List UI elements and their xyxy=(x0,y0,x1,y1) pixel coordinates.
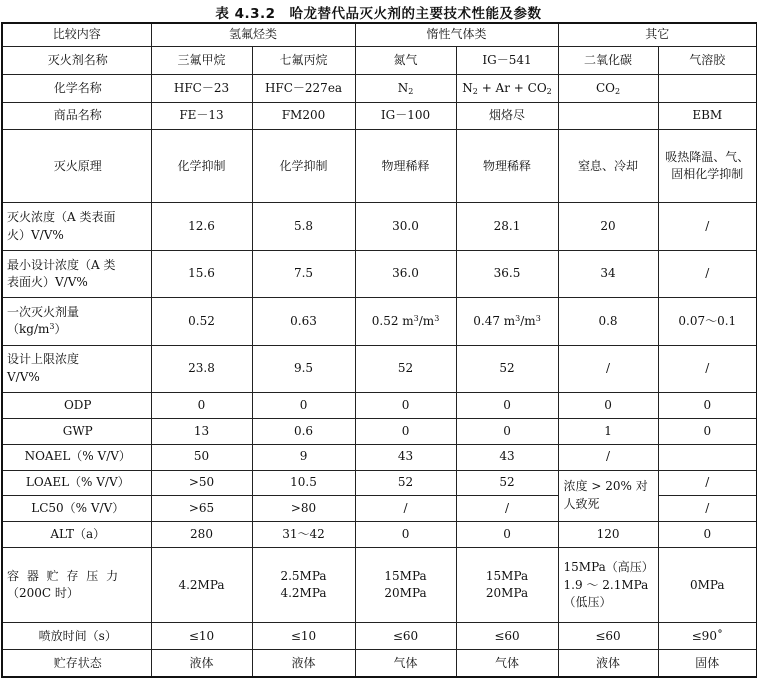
row-label: 设计上限浓度 V/V% xyxy=(2,345,151,392)
row-label: 最小设计浓度（A 类 表面火）V/V% xyxy=(2,250,151,297)
cell: 0 xyxy=(355,393,456,419)
row-label: 贮存状态 xyxy=(2,650,151,677)
cell: 0 xyxy=(658,522,757,548)
cell: HFC－23 xyxy=(151,75,252,103)
cell: $N_2 + Ar + CO_2$ xyxy=(456,75,558,103)
cell: 0 xyxy=(252,393,355,419)
cell xyxy=(658,444,757,470)
cell: 0.8 xyxy=(558,298,658,345)
cell: 0 xyxy=(456,522,558,548)
cell: 2.5MPa 4.2MPa xyxy=(252,548,355,623)
row-label: ALT（a） xyxy=(2,522,151,548)
cell: 0.52 $m^3/m^3$ xyxy=(355,298,456,345)
table-row-chemical-name xyxy=(2,75,757,103)
cell: FE－13 xyxy=(151,103,252,130)
cell: 固体 xyxy=(658,650,757,677)
cell: 0 xyxy=(558,393,658,419)
header-group-inert: 惰性气体类 xyxy=(355,23,558,47)
cell: 52 xyxy=(456,470,558,496)
cell: ≤60 xyxy=(558,623,658,650)
cell: 15.6 xyxy=(151,250,252,297)
row-label: 灭火浓度（A 类表面 火）V/V% xyxy=(2,203,151,250)
cell: 10.5 xyxy=(252,470,355,496)
table-row-principle xyxy=(2,130,757,203)
cell: 0 xyxy=(151,393,252,419)
cell: 28.1 xyxy=(456,203,558,250)
cell: >50 xyxy=(151,470,252,496)
cell: 9.5 xyxy=(252,345,355,392)
cell: EBM xyxy=(658,103,757,130)
row-label: 商品名称 xyxy=(2,103,151,130)
co2-toxicity-cell: 浓度 > 20% 对 人致死 xyxy=(558,470,658,522)
cell: 0.47 $m^3/m^3$ xyxy=(456,298,558,345)
cell: 5.8 xyxy=(252,203,355,250)
cell: 23.8 xyxy=(151,345,252,392)
cell: 0 xyxy=(456,393,558,419)
cell: 0.63 xyxy=(252,298,355,345)
header-group-other: 其它 xyxy=(558,23,757,47)
cell: 烟烙尽 xyxy=(456,103,558,130)
cell: ≤60 xyxy=(355,623,456,650)
row-label: 容 器 贮 存 压 力 （200C 时） xyxy=(2,548,151,623)
table-row-trade-name xyxy=(2,103,757,130)
table-row-upper-limit xyxy=(2,345,757,392)
cell: / xyxy=(658,496,757,522)
cell: 液体 xyxy=(558,650,658,677)
cell: 280 xyxy=(151,522,252,548)
cell: 吸热降温、气、 固相化学抑制 xyxy=(658,130,757,203)
row-label: 化学名称 xyxy=(2,75,151,103)
table-row-spray-time xyxy=(2,623,757,650)
cell: / xyxy=(456,496,558,522)
row-label: LOAEL（% V/V） xyxy=(2,470,151,496)
cell: / xyxy=(355,496,456,522)
cell: 15MPa 20MPa xyxy=(456,548,558,623)
row-label: 灭火剂名称 xyxy=(2,47,151,75)
cell: 4.2MPa xyxy=(151,548,252,623)
cell: 15MPa（高压） 1.9 ～ 2.1MPa （低压） xyxy=(558,548,658,623)
cell: HFC－227ea xyxy=(252,75,355,103)
cell: >80 xyxy=(252,496,355,522)
table-row-dose xyxy=(2,298,757,345)
row-label: NOAEL（% V/V） xyxy=(2,444,151,470)
cell: 0.52 xyxy=(151,298,252,345)
header-group-hfc: 氢氟烃类 xyxy=(151,23,355,47)
cell: 0MPa xyxy=(658,548,757,623)
cell: $CO_2$ xyxy=(558,75,658,103)
cell: 12.6 xyxy=(151,203,252,250)
cell: / xyxy=(658,470,757,496)
cell: 三氟甲烷 xyxy=(151,47,252,75)
comparison-table xyxy=(1,22,757,678)
table-row-loael xyxy=(2,470,757,496)
cell: IG－541 xyxy=(456,47,558,75)
cell: 0 xyxy=(658,393,757,419)
cell: / xyxy=(658,203,757,250)
cell xyxy=(558,103,658,130)
cell: 120 xyxy=(558,522,658,548)
cell: 52 xyxy=(456,345,558,392)
cell: / xyxy=(658,345,757,392)
cell: ≤10 xyxy=(252,623,355,650)
cell: 52 xyxy=(355,345,456,392)
row-label: GWP xyxy=(2,418,151,444)
cell: 9 xyxy=(252,444,355,470)
cell: >65 xyxy=(151,496,252,522)
cell: / xyxy=(658,250,757,297)
table-row-alt xyxy=(2,522,757,548)
cell: 36.0 xyxy=(355,250,456,297)
row-label: 灭火原理 xyxy=(2,130,151,203)
cell: 31～42 xyxy=(252,522,355,548)
cell: 0 xyxy=(658,418,757,444)
cell: 15MPa 20MPa xyxy=(355,548,456,623)
cell: 50 xyxy=(151,444,252,470)
row-label: 喷放时间（s） xyxy=(2,623,151,650)
header-row xyxy=(2,23,757,47)
table-title: 表 4.3.2 哈龙替代品灭火剂的主要技术性能及参数 xyxy=(215,6,542,22)
table-row-storage-pressure xyxy=(2,548,757,623)
cell: 化学抑制 xyxy=(151,130,252,203)
table-row-noael xyxy=(2,444,757,470)
cell: 13 xyxy=(151,418,252,444)
table-row-odp xyxy=(2,393,757,419)
cell: IG－100 xyxy=(355,103,456,130)
cell: 化学抑制 xyxy=(252,130,355,203)
cell: 0 xyxy=(456,418,558,444)
cell: 34 xyxy=(558,250,658,297)
cell: 物理稀释 xyxy=(355,130,456,203)
table-row-gwp xyxy=(2,418,757,444)
cell: / xyxy=(558,345,658,392)
cell: 43 xyxy=(456,444,558,470)
header-compare: 比较内容 xyxy=(2,23,151,47)
cell: FM200 xyxy=(252,103,355,130)
cell: $N_2$ xyxy=(355,75,456,103)
table-row-storage-state xyxy=(2,650,757,677)
cell: 液体 xyxy=(252,650,355,677)
table-row-extinguishing-concentration xyxy=(2,203,757,250)
row-label: ODP xyxy=(2,393,151,419)
cell: 36.5 xyxy=(456,250,558,297)
cell: 气体 xyxy=(456,650,558,677)
cell: ≤90˚ xyxy=(658,623,757,650)
cell: ≤60 xyxy=(456,623,558,650)
cell: 气溶胶 xyxy=(658,47,757,75)
cell: 二氧化碳 xyxy=(558,47,658,75)
table-row-agent-name xyxy=(2,47,757,75)
cell: 物理稀释 xyxy=(456,130,558,203)
cell: 43 xyxy=(355,444,456,470)
cell: 液体 xyxy=(151,650,252,677)
cell: / xyxy=(558,444,658,470)
row-label: LC50（% V/V） xyxy=(2,496,151,522)
cell: 1 xyxy=(558,418,658,444)
cell: 气体 xyxy=(355,650,456,677)
cell: 0 xyxy=(355,418,456,444)
cell: 7.5 xyxy=(252,250,355,297)
cell: 七氟丙烷 xyxy=(252,47,355,75)
cell: 氮气 xyxy=(355,47,456,75)
cell: ≤10 xyxy=(151,623,252,650)
table-row-min-design-concentration xyxy=(2,250,757,297)
row-label: 一次灭火剂量 $(kg/m^3)$ xyxy=(2,298,151,345)
cell: 52 xyxy=(355,470,456,496)
cell: 20 xyxy=(558,203,658,250)
cell: 0 xyxy=(355,522,456,548)
cell: 30.0 xyxy=(355,203,456,250)
cell xyxy=(658,75,757,103)
cell: 0.6 xyxy=(252,418,355,444)
cell: 窒息、冷却 xyxy=(558,130,658,203)
cell: 0.07～0.1 xyxy=(658,298,757,345)
